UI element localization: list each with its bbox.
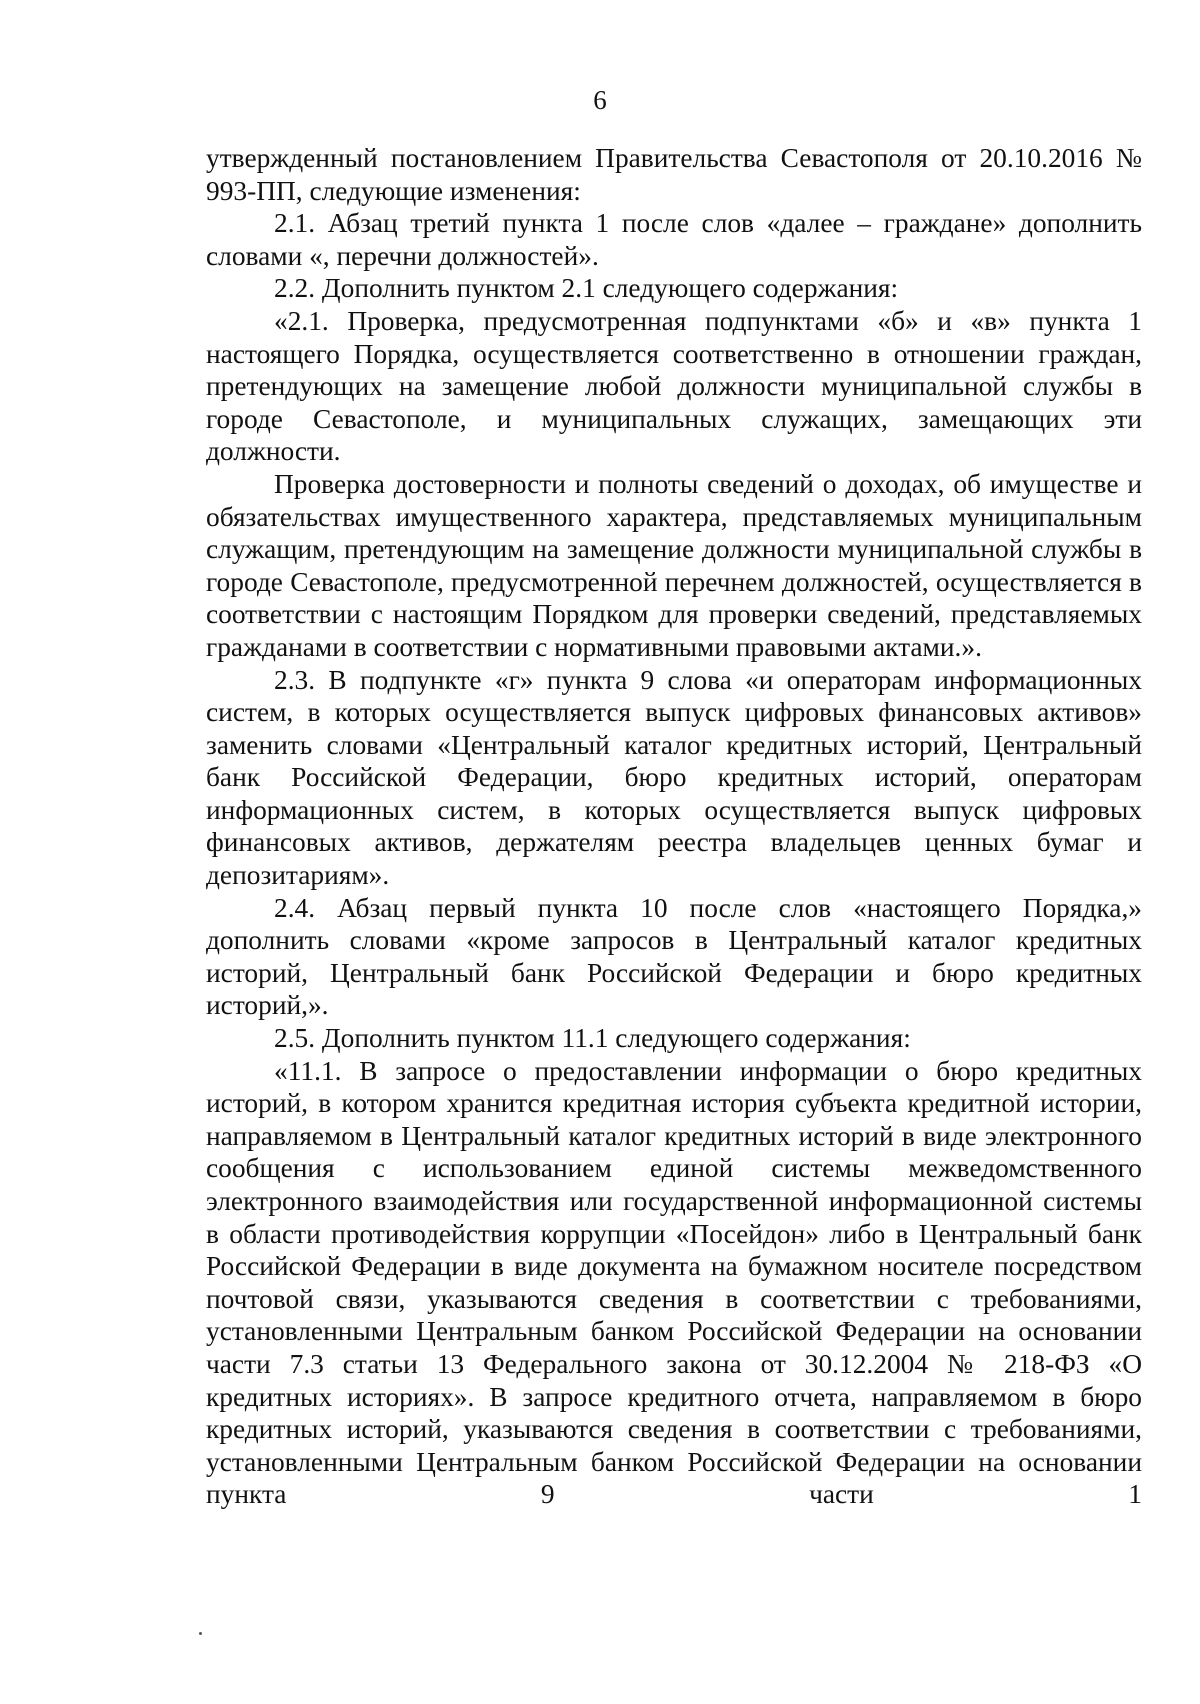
paragraph-2-3: 2.3. В подпункте «г» пункта 9 слова «и операторам информационных систем, в которых осуществляется выпуск цифровых финансовых активов» заменить словами «Центральный каталог кредитных историй, Центральный банк Российской Федерации, бюро кредитных историй, операторам информационных систем, в которых осуществляется выпуск цифровых финансовых активов, держателям реестра владельцев ценных бумаг и депозитариям». (206, 664, 1142, 891)
document-body (206, 142, 1142, 1511)
paragraph-2-2-quote: «2.1. Проверка, предусмотренная подпунктами «б» и «в» пункта 1 настоящего Порядка, осуществляется соответственно в отношении граждан, претендующих на замещение любой должности муниципальной службы в городе Севастополе, и муниципальных служащих, замещающих эти должности. (206, 305, 1142, 467)
paragraph-2-5: 2.5. Дополнить пунктом 11.1 следующего содержания: (274, 1023, 911, 1054)
paragraph-verification: Проверка достоверности и полноты сведений о доходах, об имуществе и обязательствах имущественного характера, представляемых муниципальным служащим, претендующим на замещение должности муниципальной службы в городе Севастополе, предусмотренной перечнем должностей, осуществляется в соответствии с настоящим Порядком для проверки сведений, представляемых гражданами в соответствии с нормативными правовыми актами.». (206, 468, 1142, 662)
paragraph-2-4: 2.4. Абзац первый пункта 10 после слов «настоящего Порядка,» дополнить словами «кроме запросов в Центральный каталог кредитных историй, Центральный банк Российской Федерации и бюро кредитных историй,». (206, 892, 1142, 1021)
scan-speck (199, 1632, 202, 1635)
page-number: 6 (593, 85, 607, 115)
paragraph-2-2: 2.2. Дополнить пунктом 2.1 следующего содержания: (274, 273, 899, 304)
paragraph-2-1: 2.1. Абзац третий пункта 1 после слов «далее – граждане» дополнить словами «, перечни должностей». (206, 208, 1142, 271)
paragraph-11-1-quote: «11.1. В запросе о предоставлении информации о бюро кредитных историй, в котором хранится кредитная история субъекта кредитной истории, направляемом в Центральный каталог кредитных историй в виде электронного сообщения с использованием единой системы межведомственного электронного взаимодействия или государственной информационной системы в области противодействия коррупции «Посейдон» либо в Центральный банк Российской Федерации в виде документа на бумажном носителе посредством почтовой связи, указываются сведения в соответствии с требованиями, установленными Центральным банком Российской Федерации на основании части 7.3 статьи 13 Федерального закона от 30.12.2004 № 218-ФЗ «О кредитных историях». В запросе кредитного отчета, направляемом в бюро кредитных историй, указываются сведения в соответствии с требованиями, установленными Центральным банком Российской Федерации на основании пункта 9 части 1 (206, 1055, 1142, 1510)
paragraph-intro: утвержденный постановлением Правительства Севастополя от 20.10.2016 № 993-ПП, следующие изменения: (206, 143, 1142, 206)
